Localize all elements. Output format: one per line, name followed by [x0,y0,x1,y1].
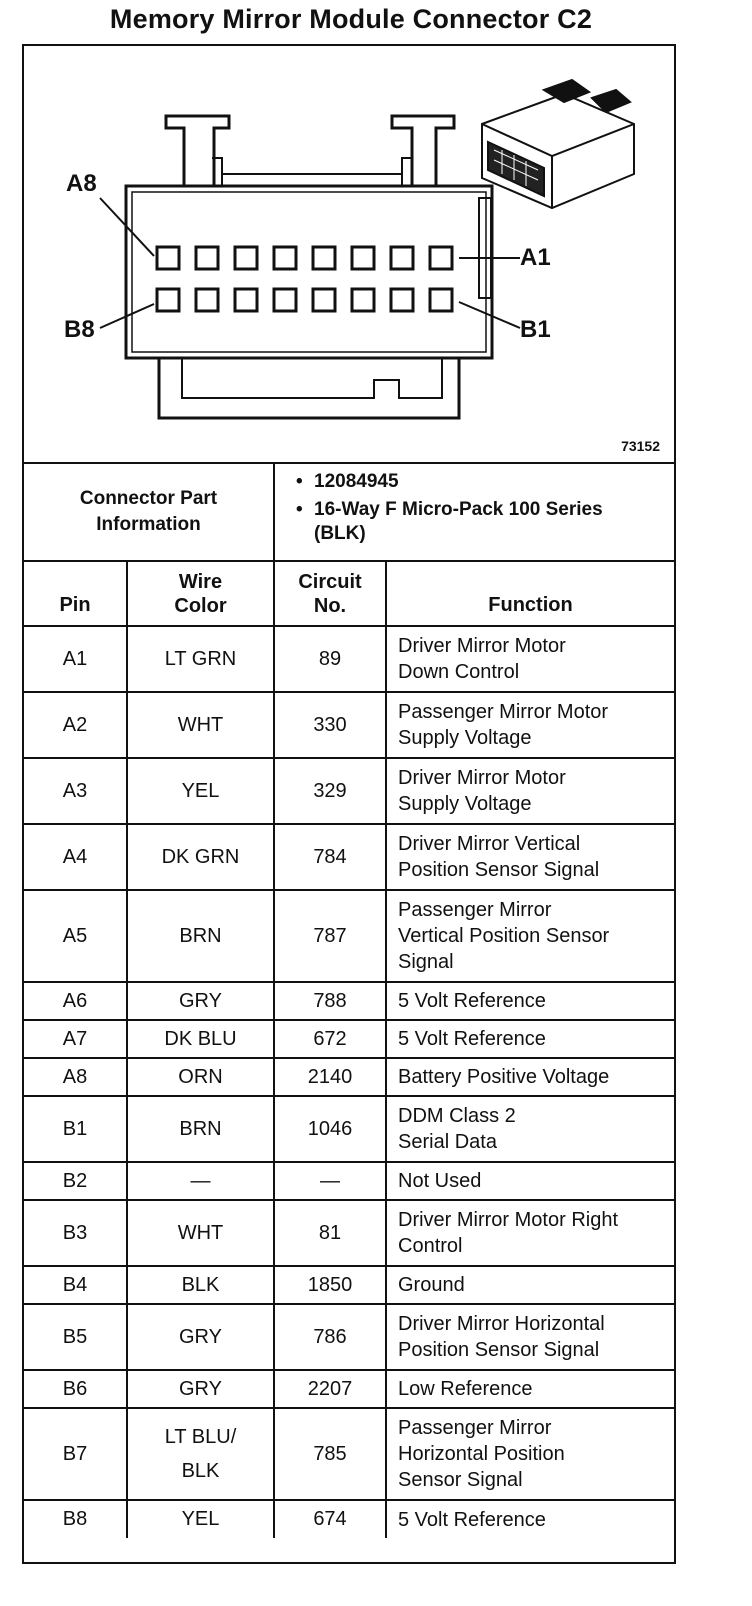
function-cell [386,890,674,982]
function-line: 5 Volt Reference [398,1508,546,1531]
pin-cell: B1 [24,1096,127,1162]
circuit-cell: 786 [274,1304,386,1370]
function-line: Battery Positive Voltage [398,1066,610,1088]
wire-color-cell: — [127,1162,274,1200]
circuit-cell: 674 [274,1500,386,1538]
pin-cell: A7 [24,1020,127,1058]
function-line: Passenger Mirror Motor [398,701,609,723]
table-row [24,1058,674,1096]
function-line: 5 Volt Reference [398,990,546,1012]
function-line: Driver Mirror Vertical [398,833,581,855]
table-row [24,692,674,758]
function-cell [386,1500,674,1538]
function-cell [386,626,674,692]
pin-cell: A2 [24,692,127,758]
circuit-cell: 89 [274,626,386,692]
pin-label-a8: A8 [66,170,97,197]
pin-cell: B8 [24,1500,127,1538]
header-pin: Pin [24,562,127,626]
header-function: Function [386,562,674,626]
function-line: Passenger Mirror [398,899,552,921]
wire-color-cell: BRN [127,1096,274,1162]
function-cell [386,692,674,758]
connector-face-drawing [24,46,674,462]
wire-color-cell: DK BLU [127,1020,274,1058]
pin-cell: A8 [24,1058,127,1096]
function-line: Supply Voltage [398,727,532,749]
function-line: Position Sensor Signal [398,859,600,881]
function-cell [386,1266,674,1304]
function-line: Not Used [398,1170,482,1192]
pin-cell: B7 [24,1408,127,1500]
pinout-table [24,562,674,1538]
pin-cell: A6 [24,982,127,1020]
connector-type: • 16-Way F Micro-Pack 100 Series (BLK) [286,498,614,546]
function-cell [386,1162,674,1200]
circuit-cell: 788 [274,982,386,1020]
table-row [24,1020,674,1058]
table-row [24,1408,674,1500]
function-line: Signal [398,951,454,973]
circuit-cell: 81 [274,1200,386,1266]
table-row [24,1500,674,1538]
wire-color-cell: BRN [127,890,274,982]
function-cell [386,1058,674,1096]
function-line: Control [398,1235,463,1257]
connector-sheet [22,44,676,1564]
pinout-rows [24,626,674,1538]
circuit-cell: 787 [274,890,386,982]
pin-cell: B4 [24,1266,127,1304]
function-line: Serial Data [398,1131,497,1153]
function-line: 5 Volt Reference [398,1028,546,1050]
function-line: Position Sensor Signal [398,1339,600,1361]
wire-color-cell: LT GRN [127,626,274,692]
function-line: Driver Mirror Motor Right [398,1209,619,1231]
circuit-cell: — [274,1162,386,1200]
wire-color-cell: GRY [127,1370,274,1408]
table-row [24,890,674,982]
function-line: Driver Mirror Motor [398,635,566,657]
function-line: DDM Class 2 [398,1105,516,1127]
function-line: Horizontal Position [398,1443,565,1465]
circuit-cell: 2207 [274,1370,386,1408]
connector-isometric-icon [482,80,634,208]
pin-cell: B6 [24,1370,127,1408]
pin-label-a1: A1 [520,244,551,271]
function-line: Vertical Position Sensor [398,925,610,947]
table-row [24,982,674,1020]
function-line: Down Control [398,661,520,683]
wire-color-cell: GRY [127,1304,274,1370]
table-row [24,824,674,890]
table-row [24,1304,674,1370]
circuit-cell: 784 [274,824,386,890]
function-cell [386,824,674,890]
pin-label-b8: B8 [64,316,95,343]
connector-body [126,186,492,358]
pin-cell: A5 [24,890,127,982]
circuit-cell: 785 [274,1408,386,1500]
table-row [24,1162,674,1200]
pin-label-b1: B1 [520,316,551,343]
table-header [24,562,674,626]
header-circuit: Circuit No. [274,562,386,626]
function-line: Sensor Signal [398,1469,523,1491]
part-info [24,464,674,562]
function-cell [386,982,674,1020]
circuit-cell: 2140 [274,1058,386,1096]
table-row [24,758,674,824]
function-cell [386,1408,674,1500]
connector-skirt [159,358,459,418]
pin-cell: A3 [24,758,127,824]
part-info-list [286,470,666,550]
function-cell [386,1200,674,1266]
wire-color-cell: GRY [127,982,274,1020]
function-line: Driver Mirror Motor [398,767,566,789]
function-line: Supply Voltage [398,793,532,815]
pin-cell: A1 [24,626,127,692]
wire-color-cell: YEL [127,758,274,824]
part-number: • 12084945 [286,470,666,494]
wire-color-cell: WHT [127,692,274,758]
pin-cell: A4 [24,824,127,890]
function-cell [386,1020,674,1058]
table-row [24,1096,674,1162]
function-line: Low Reference [398,1378,533,1400]
figure-number: 73152 [621,438,660,454]
table-row [24,1266,674,1304]
wire-color-cell: DK GRN [127,824,274,890]
connector-diagram [24,46,674,464]
pin-cell: B5 [24,1304,127,1370]
left-latch [166,116,229,186]
wire-color-cell: BLK [127,1266,274,1304]
circuit-cell: 330 [274,692,386,758]
circuit-cell: 672 [274,1020,386,1058]
wire-color-cell: ORN [127,1058,274,1096]
function-cell [386,758,674,824]
function-cell [386,1370,674,1408]
pin-cell: B3 [24,1200,127,1266]
circuit-cell: 329 [274,758,386,824]
circuit-cell: 1046 [274,1096,386,1162]
pin-cell: B2 [24,1162,127,1200]
table-row [24,1370,674,1408]
function-cell [386,1096,674,1162]
function-cell [386,1304,674,1370]
function-line: Passenger Mirror [398,1417,552,1439]
pin-cavities [157,247,452,311]
wire-color-cell: YEL [127,1500,274,1538]
page-title: Memory Mirror Module Connector C2 [109,4,593,34]
circuit-cell: 1850 [274,1266,386,1304]
wire-color-cell: WHT [127,1200,274,1266]
header-wire-color: Wire Color [127,562,274,626]
part-info-heading: Connector Part Information [24,464,275,560]
table-row [24,626,674,692]
table-row [24,1200,674,1266]
function-line: Ground [398,1274,465,1296]
wire-color-cell: LT BLU/ BLK [127,1408,274,1500]
function-line: Driver Mirror Horizontal [398,1313,605,1335]
